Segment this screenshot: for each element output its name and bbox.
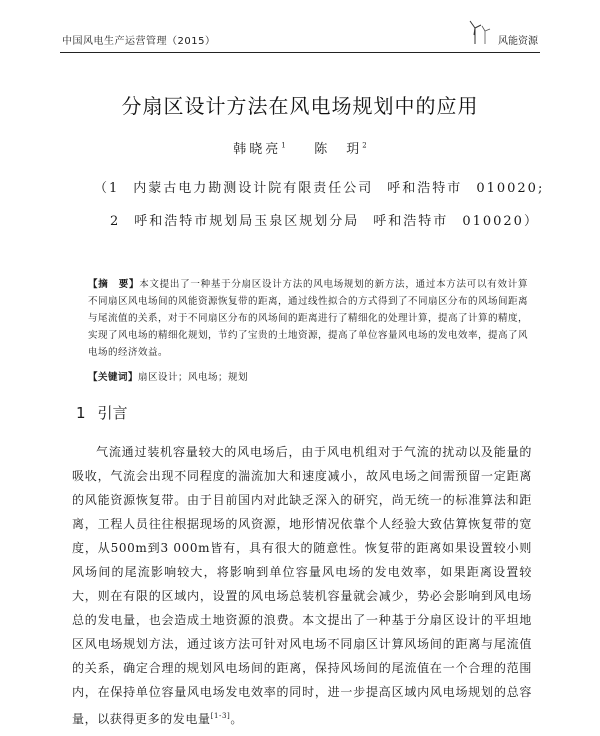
paragraph-end: 。: [230, 712, 243, 726]
keywords: [88, 369, 248, 383]
author-name: 韩晓亮: [233, 142, 282, 157]
affiliation-index: （1: [94, 181, 120, 196]
keywords-label: 【关键词】: [88, 372, 139, 383]
affiliation-city: 呼和浩特市: [387, 181, 463, 196]
abstract: [88, 276, 528, 361]
abstract-label: 【摘 要】: [88, 279, 140, 290]
body-text: [72, 440, 532, 731]
affiliation-org: 内蒙古电力勘测设计院有限责任公司: [133, 181, 374, 196]
affiliation-org: 呼和浩特市规划局玉泉区规划分局: [134, 214, 360, 229]
affiliation-2: [110, 210, 553, 229]
wind-turbine-logo-icon: [466, 18, 492, 44]
citation: [1-3]: [210, 712, 231, 720]
paragraph: [72, 440, 532, 731]
affiliation-1: [94, 177, 558, 196]
author-affiliation-mark: 2: [362, 141, 367, 150]
section-heading: [76, 402, 128, 423]
section-title: 引言: [97, 404, 128, 422]
author-name: 陈 玥: [314, 142, 363, 157]
keywords-text: 扇区设计；风电场；规划: [138, 372, 249, 383]
author-list: [0, 138, 600, 157]
affiliation-postcode: 010020）: [462, 214, 539, 229]
journal-name: 中国风电生产运营管理（2015）: [62, 36, 216, 47]
section-label: 风能资源: [498, 36, 538, 47]
paragraph-text: 气流通过装机容量较大的风电场后，由于风电机组对于气流的扰动以及能量的吸收，气流会出现不同程度的湍流加大和速度减小，故风电场之间需预留一定距离的风能资源恢复带。由于目前国内对此缺乏深入的研究，尚无统一的标准算法和距离，工程人员往往根据现场的风资源，地形情况依靠个人经验大致估算恢复带的宽度，从500m到3 000m皆有，具有很大的随意性。恢复带的距离如果设置较小则风场间的尾流影响较大，将影响到单位容量风电场的发电效率，如果距离设置较大，则在有限的区域内，设置的风电场总装机容量就会减少，势必会影响到风电场总的发电量，也会造成土地资源的浪费。本文提出了一种基于分扇区设计的平坦地区风电场规划方法，通过该方法可针对风电场不同扇区计算风场间的距离与尾流值的关系，确定合理的规划风电场间的距离，保持风场间的尾流值在一个合理的范围内，在保持单位容量风电场发电效率的同时，进一步提高区域内风电场规划的总容量，以获得更多的发电量: [72, 445, 532, 726]
abstract-text: 本文提出了一种基于分扇区设计方法的风电场规划的新方法，通过本方法可以有效计算不同扇区风电场间的风能资源恢复带的距离，通过线性拟合的方式得到了不同扇区分布的风场间距离与尾流值的关系，对于不同扇区分布的风场间的距离进行了精细化的处理计算，提高了计算的精度，实现了风电场的精细化规划，节约了宝贵的土地资源，提高了单位容量风电场的发电效率，提高了风电场的经济效益。: [88, 279, 529, 358]
affiliation-city: 呼和浩特市: [373, 214, 449, 229]
affiliation-postcode: 010020;: [476, 181, 545, 196]
affiliation-index: 2: [110, 214, 121, 229]
section-number: 1: [76, 404, 86, 422]
author-affiliation-mark: 1: [281, 141, 286, 150]
paper-title: 分扇区设计方法在风电场规划中的应用: [121, 94, 479, 118]
